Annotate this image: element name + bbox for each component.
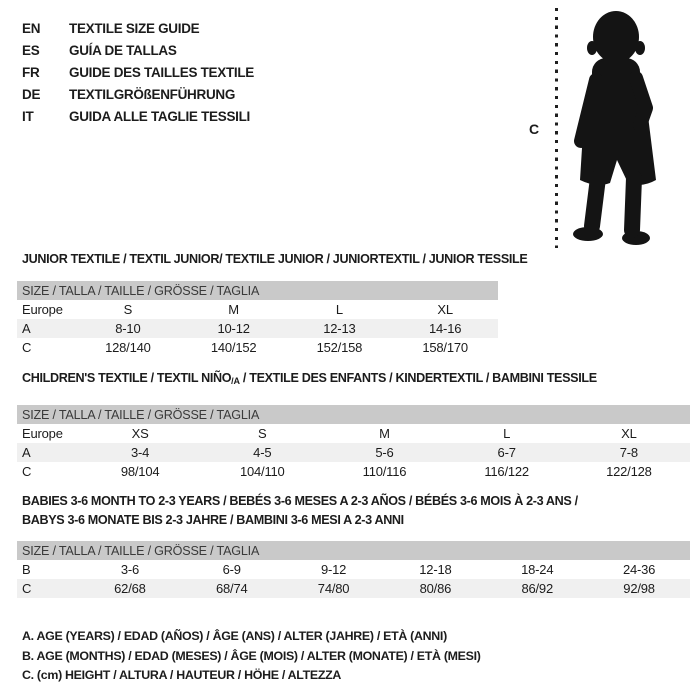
size-cell: 12-18 [419,562,452,577]
size-cell: 10-12 [181,319,287,338]
right-ear-shape [635,41,645,55]
row-label: C [22,340,32,355]
size-cell: 74/80 [283,579,385,598]
language-row-de [22,83,254,105]
row-label: B [22,562,31,577]
size-cell: 8-10 [75,319,181,338]
language-code: ES [22,42,40,58]
table-row-europe [17,424,690,443]
language-code: EN [22,20,41,36]
size-cell: 7-8 [568,443,690,462]
size-cell: 104/110 [239,464,285,479]
row-label: C [22,464,32,479]
head-shape [593,11,639,63]
size-header-bar: SIZE / TALLA / TAILLE / GRÖSSE / TAGLIA [17,541,690,560]
size-cell: 14-16 [392,319,498,338]
language-code: FR [22,64,40,80]
language-row-it [22,105,254,127]
size-cell: 9-12 [320,562,347,577]
language-code: IT [22,108,34,124]
size-cell: 68/74 [181,579,283,598]
legend-line-a: A. AGE (YEARS) / EDAD (AÑOS) / ÂGE (ANS) / ALTER (JAHRE) / ETÀ (ANNI) [22,629,447,643]
table-row-height [17,462,690,481]
size-cell: XL [437,302,453,317]
toddler-silhouette [572,8,668,248]
size-cell: 3-6 [120,562,140,577]
size-cell: L [503,426,511,441]
size-cell: 12-13 [287,319,393,338]
junior-size-table [17,281,498,357]
legend-line-c: C. (cm) HEIGHT / ALTURA / HAUTEUR / HÖHE / ALTEZZA [22,668,342,683]
row-label: C [17,579,79,598]
language-row-es [22,39,254,61]
size-cell: 128/140 [105,340,151,355]
children-title-pre: CHILDREN'S TEXTILE / TEXTIL NIÑO [22,371,232,385]
size-header-bar: SIZE / TALLA / TAILLE / GRÖSSE / TAGLIA [17,405,690,424]
size-cell: 80/86 [384,579,486,598]
language-label: GUIDA ALLE TAGLIE TESSILI [69,108,250,124]
language-row-en [22,17,254,39]
table-row-months [17,560,690,579]
babies-title-line2: BABYS 3-6 MONATE BIS 2-3 JAHRE / BAMBINI 3-6 MESI A 2-3 ANNI [22,512,404,527]
size-cell: 98/104 [120,464,160,479]
children-size-table [17,405,690,481]
legend-line-b: B. AGE (MONTHS) / EDAD (MESES) / ÂGE (MOIS) / ALTER (MONATE) / ETÀ (MESI) [22,648,481,663]
babies-section-title [22,492,578,529]
legend [22,627,481,686]
row-label: Europe [22,302,63,317]
row-label: Europe [22,426,63,441]
size-cell: 62/68 [79,579,181,598]
left-leg-shape [592,178,598,226]
babies-size-table [17,541,690,598]
height-measure-label: C [529,121,540,137]
size-cell: 6-7 [446,443,568,462]
size-cell: S [258,426,267,441]
row-label: A [17,443,79,462]
table-row-height [17,338,498,357]
size-cell: M [228,302,239,317]
size-cell: 86/92 [486,579,588,598]
size-cell: 158/170 [422,340,468,355]
size-cell: 24-36 [622,562,656,577]
size-cell: XS [131,426,149,441]
size-cell: 5-6 [323,443,445,462]
height-measure-dotted-line [555,8,558,248]
junior-section-title: JUNIOR TEXTILE / TEXTIL JUNIOR/ TEXTILE JUNIOR / JUNIORTEXTIL / JUNIOR TESSILE [22,252,528,266]
table-row-height [17,579,690,598]
children-section-title [22,371,597,386]
table-row-age [17,319,498,338]
table-row-europe [17,300,498,319]
children-title-post: / TEXTILE DES ENFANTS / KINDERTEXTIL / BAMBINI TESSILE [239,371,597,385]
size-cell: XL [621,426,637,441]
size-cell: 122/128 [606,464,652,479]
language-label: TEXTILE SIZE GUIDE [69,20,200,36]
size-cell: 92/98 [588,579,690,598]
language-list [22,17,254,127]
size-cell: L [335,302,343,317]
size-cell: S [123,302,133,317]
babies-title-line1: BABIES 3-6 MONTH TO 2-3 YEARS / BEBÉS 3-6 MESES A 2-3 AÑOS / BÉBÉS 3-6 MOIS À 2-3 ANS / [22,494,578,508]
right-leg-shape [632,178,634,230]
language-label: GUIDE DES TAILLES TEXTILE [69,64,255,80]
language-code: DE [22,86,41,102]
language-row-fr [22,61,254,83]
size-cell: M [379,426,390,441]
left-ear-shape [587,41,597,55]
size-cell: 4-5 [201,443,323,462]
language-label: TEXTILGRÖßENFÜHRUNG [69,86,236,102]
size-header-bar: SIZE / TALLA / TAILLE / GRÖSSE / TAGLIA [17,281,498,300]
size-cell: 18-24 [521,562,554,577]
nino-suffix-subscript: /A [231,376,240,386]
right-arm-shape [636,78,646,125]
table-row-age [17,443,690,462]
size-cell: 110/116 [362,464,407,479]
row-label: A [17,319,75,338]
size-cell: 3-4 [79,443,201,462]
size-cell: 140/152 [210,340,257,355]
size-cell: 152/158 [316,340,363,355]
language-label: GUÍA DE TALLAS [69,42,177,58]
size-cell: 116/122 [484,464,529,479]
size-cell: 6-9 [222,562,241,577]
